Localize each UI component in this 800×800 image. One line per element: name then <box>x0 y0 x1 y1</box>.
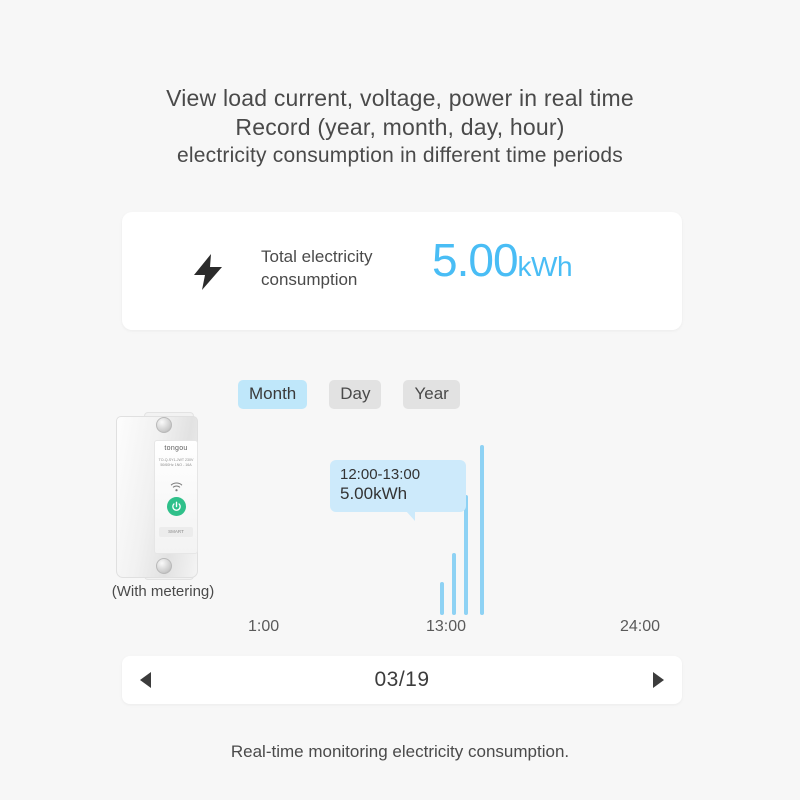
device-spec-label: TO-Q-SY1-JWT 230V 50/60Hz 1NO - 16A <box>158 458 194 468</box>
wifi-icon <box>170 479 183 489</box>
bolt-icon <box>192 254 224 290</box>
total-consumption-unit: kWh <box>517 251 573 282</box>
device-screw-top <box>156 417 172 433</box>
date-navigation-bar <box>122 656 682 704</box>
total-consumption-card <box>122 212 682 330</box>
power-button-icon <box>167 497 186 516</box>
triangle-right-icon[interactable] <box>653 672 664 688</box>
device-faceplate <box>154 440 198 554</box>
tab-month[interactable]: Month <box>238 380 307 409</box>
device-image <box>98 412 220 580</box>
headline-line-2: Record (year, month, day, hour) <box>235 114 565 141</box>
triangle-left-icon[interactable] <box>140 672 151 688</box>
footer-caption: Real-time monitoring electricity consumption. <box>230 742 570 761</box>
chart-bar <box>464 495 468 615</box>
tab-year[interactable]: Year <box>403 380 459 409</box>
tooltip-value: 5.00kWh <box>340 483 408 503</box>
axis-label-right: 24:00 <box>620 618 661 635</box>
current-date-label: 03/19 <box>374 668 430 691</box>
axis-label-middle: 13:00 <box>426 618 467 635</box>
chart-tooltip <box>330 460 466 512</box>
total-consumption-label: Total electricity consumption <box>261 247 373 289</box>
total-consumption-value <box>432 233 572 287</box>
device-screw-bottom <box>156 558 172 574</box>
headline-line-1: View load current, voltage, power in real time <box>166 85 634 111</box>
chart-bar <box>440 582 444 615</box>
headline <box>0 84 800 170</box>
chart-bar <box>452 553 456 615</box>
chart-axis-labels <box>230 618 690 638</box>
device-brand-label: tongou <box>164 445 188 452</box>
headline-line-3: electricity consumption in different time periods <box>177 143 623 167</box>
device-caption: (With metering) <box>111 583 215 600</box>
axis-label-left: 1:00 <box>248 618 280 635</box>
period-tabs <box>238 380 460 409</box>
chart-bar <box>480 445 484 615</box>
tab-day[interactable]: Day <box>329 380 381 409</box>
total-consumption-number: 5.00 <box>432 234 518 286</box>
tooltip-time-range: 12:00-13:00 <box>340 466 421 483</box>
device-foot-label: SMART <box>159 527 193 537</box>
